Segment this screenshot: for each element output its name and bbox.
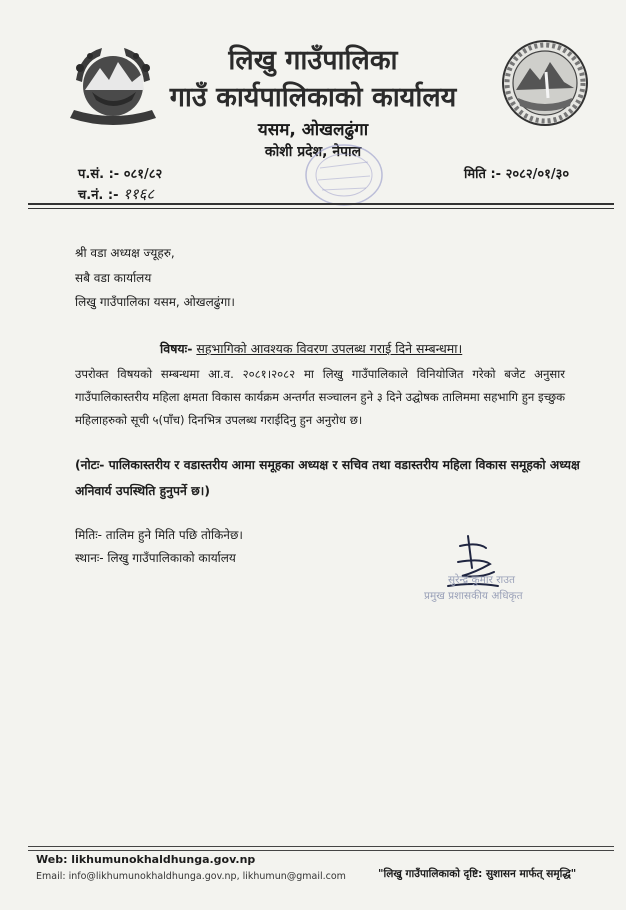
- footer-website: Web: likhumunokhaldhunga.gov.np: [36, 853, 256, 866]
- dispatch-number-value: ११६८: [123, 185, 155, 203]
- letter-date-value: २०८२/०१/३०: [505, 167, 570, 182]
- subject-label: विषयः-: [160, 341, 193, 356]
- footer-rule-bottom: [28, 850, 614, 851]
- dispatch-number: [78, 184, 154, 204]
- subject-text: सहभागिको आवश्यक विवरण उपलब्ध गराई दिने सम्बन्धमा।: [196, 341, 463, 356]
- letter-date: [464, 164, 569, 182]
- recipient-line3: लिखु गाउँपालिका यसम, ओखलढुंगा।: [75, 295, 235, 309]
- header-rule-thick: [28, 203, 614, 205]
- signatory-designation: प्रमुख प्रशासकीय अधिकृत: [424, 590, 523, 602]
- office-location: यसम, ओखलढुंगा: [257, 120, 369, 140]
- training-place-line: स्थानः- लिखु गाउँपालिकाको कार्यालय: [75, 551, 236, 565]
- footer-email: Email: info@likhumunokhaldhunga.gov.np, likhumun@gmail.com: [36, 871, 346, 882]
- recipient-line1: श्री वडा अध्यक्ष ज्यूहरु,: [75, 246, 175, 260]
- body-paragraph: उपरोक्त विषयको सम्बन्धमा आ.व. २०८१।२०८२ मा लिखु गाउँपालिकाले विनियोजित गरेको बजेट अनुसार गाउँपालिकास्तरीय महिला क्षमता विकास कार्यक्रम अन्तर्गत सञ्चालन हुने ३ दिने उद्घोषक तालिममा सहभागि हुन इच्छुक महिलाहरुको सूची ५(पाँच) दिनभित्र उपलब्ध गराईदिनु हुन अनुरोध छ।: [75, 367, 566, 427]
- header-rule-thin: [28, 208, 614, 209]
- office-stamp-icon: [302, 140, 386, 210]
- footer-motto: "लिखु गाउँपालिकाको दृष्टि: सुशासन मार्फत् समृद्धि": [378, 868, 577, 880]
- subject-line: [160, 340, 462, 357]
- training-date-line: मितिः- तालिम हुने मिति पछि तोकिनेछ।: [75, 528, 243, 542]
- note-paragraph: (नोटः- पालिकास्तरीय र वडास्तरीय आमा समूहका अध्यक्ष र सचिव तथा वडास्तरीय महिला विकास समूहको अध्यक्ष अनिवार्य उपस्थिति हुनुपर्ने छ।): [75, 458, 580, 498]
- reference-number: [78, 164, 162, 182]
- recipient-line2: सबै वडा कार्यालय: [75, 271, 152, 285]
- letter-date-label: मिति :-: [464, 167, 502, 182]
- footer-rule-top: [28, 846, 614, 847]
- office-name-line2: गाउँ कार्यपालिकाको कार्यालय: [169, 82, 457, 113]
- signatory-name: सुरेन्द्र कुमार राउत: [448, 574, 515, 586]
- office-name-line1: लिखु गाउँपालिका: [228, 45, 398, 76]
- reference-number-value: ०८१/८२: [123, 167, 163, 182]
- reference-number-label: प.सं. :-: [78, 167, 120, 182]
- dispatch-number-label: च.नं. :-: [78, 188, 119, 203]
- office-province: कोशी प्रदेश, नेपाल: [264, 144, 362, 160]
